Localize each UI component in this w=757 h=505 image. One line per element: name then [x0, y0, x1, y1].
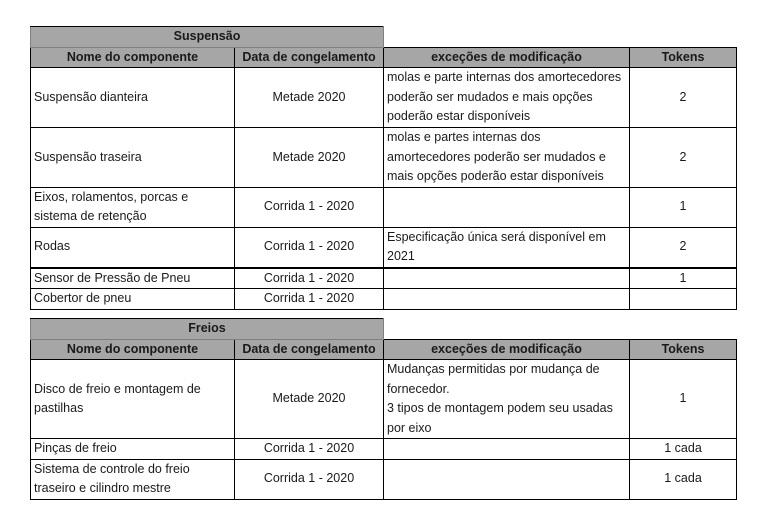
table-row: [31, 459, 737, 499]
freeze-date: Corrida 1 - 2020: [235, 439, 384, 460]
component-name: Cobertor de pneu: [31, 289, 235, 310]
component-name: Disco de freio e montagem de pastilhas: [31, 360, 235, 439]
freeze-date: Corrida 1 - 2020: [235, 268, 384, 289]
tokens: [630, 289, 737, 310]
header-exceptions: exceções de modificação: [384, 339, 630, 360]
table-row: [31, 360, 737, 439]
tokens: 1: [630, 187, 737, 227]
exceptions: [384, 459, 630, 499]
exceptions-line: 3 tipos de montagem podem seu usadas por eixo: [387, 401, 613, 435]
header-name: Nome do componente: [31, 47, 235, 68]
tokens: 2: [630, 128, 737, 188]
freeze-date: Corrida 1 - 2020: [235, 227, 384, 268]
freeze-date: Corrida 1 - 2020: [235, 459, 384, 499]
tokens: 1 cada: [630, 439, 737, 460]
component-name: Eixos, rolamentos, porcas e sistema de retenção: [31, 187, 235, 227]
freeze-date: Metade 2020: [235, 128, 384, 188]
exceptions: [384, 289, 630, 310]
table-row: [31, 439, 737, 460]
exceptions: [384, 187, 630, 227]
exceptions: molas e partes internas dos amortecedores poderão ser mudados e mais opções poderão estar disponíveis: [384, 128, 630, 188]
header-exceptions: exceções de modificação: [384, 47, 630, 68]
exceptions: molas e parte internas dos amortecedores poderão ser mudados e mais opções poderão estar disponíveis: [384, 68, 630, 128]
table-title: Suspensão: [31, 27, 384, 48]
header-date: Data de congelamento: [235, 339, 384, 360]
component-name: Suspensão traseira: [31, 128, 235, 188]
exceptions: Especificação única será disponível em 2021: [384, 227, 630, 268]
suspensao-table: [30, 26, 737, 310]
table-row: [31, 128, 737, 188]
header-tokens: Tokens: [630, 47, 737, 68]
header-date: Data de congelamento: [235, 47, 384, 68]
table-title: Freios: [31, 319, 384, 340]
blank-cell: [384, 27, 737, 48]
tokens: 1: [630, 360, 737, 439]
table-row: [31, 227, 737, 268]
component-name: Sensor de Pressão de Pneu: [31, 268, 235, 289]
header-tokens: Tokens: [630, 339, 737, 360]
freeze-date: Corrida 1 - 2020: [235, 289, 384, 310]
tokens: 2: [630, 227, 737, 268]
exceptions-line: Mudanças permitidas por mudança de fornecedor.: [387, 362, 600, 396]
tokens: 1 cada: [630, 459, 737, 499]
table-row: [31, 187, 737, 227]
component-name: Sistema de controle do freio traseiro e cilindro mestre: [31, 459, 235, 499]
freeze-date: Corrida 1 - 2020: [235, 187, 384, 227]
freeze-date: Metade 2020: [235, 68, 384, 128]
tokens: 1: [630, 268, 737, 289]
exceptions: [384, 268, 630, 289]
exceptions: [384, 439, 630, 460]
table-row: [31, 268, 737, 289]
component-name: Suspensão dianteira: [31, 68, 235, 128]
table-row: [31, 68, 737, 128]
table-row: [31, 289, 737, 310]
component-name: Pinças de freio: [31, 439, 235, 460]
exceptions: [384, 360, 630, 439]
freeze-date: Metade 2020: [235, 360, 384, 439]
component-name: Rodas: [31, 227, 235, 268]
header-name: Nome do componente: [31, 339, 235, 360]
blank-cell: [384, 319, 737, 340]
tokens: 2: [630, 68, 737, 128]
freios-table: [30, 318, 737, 500]
